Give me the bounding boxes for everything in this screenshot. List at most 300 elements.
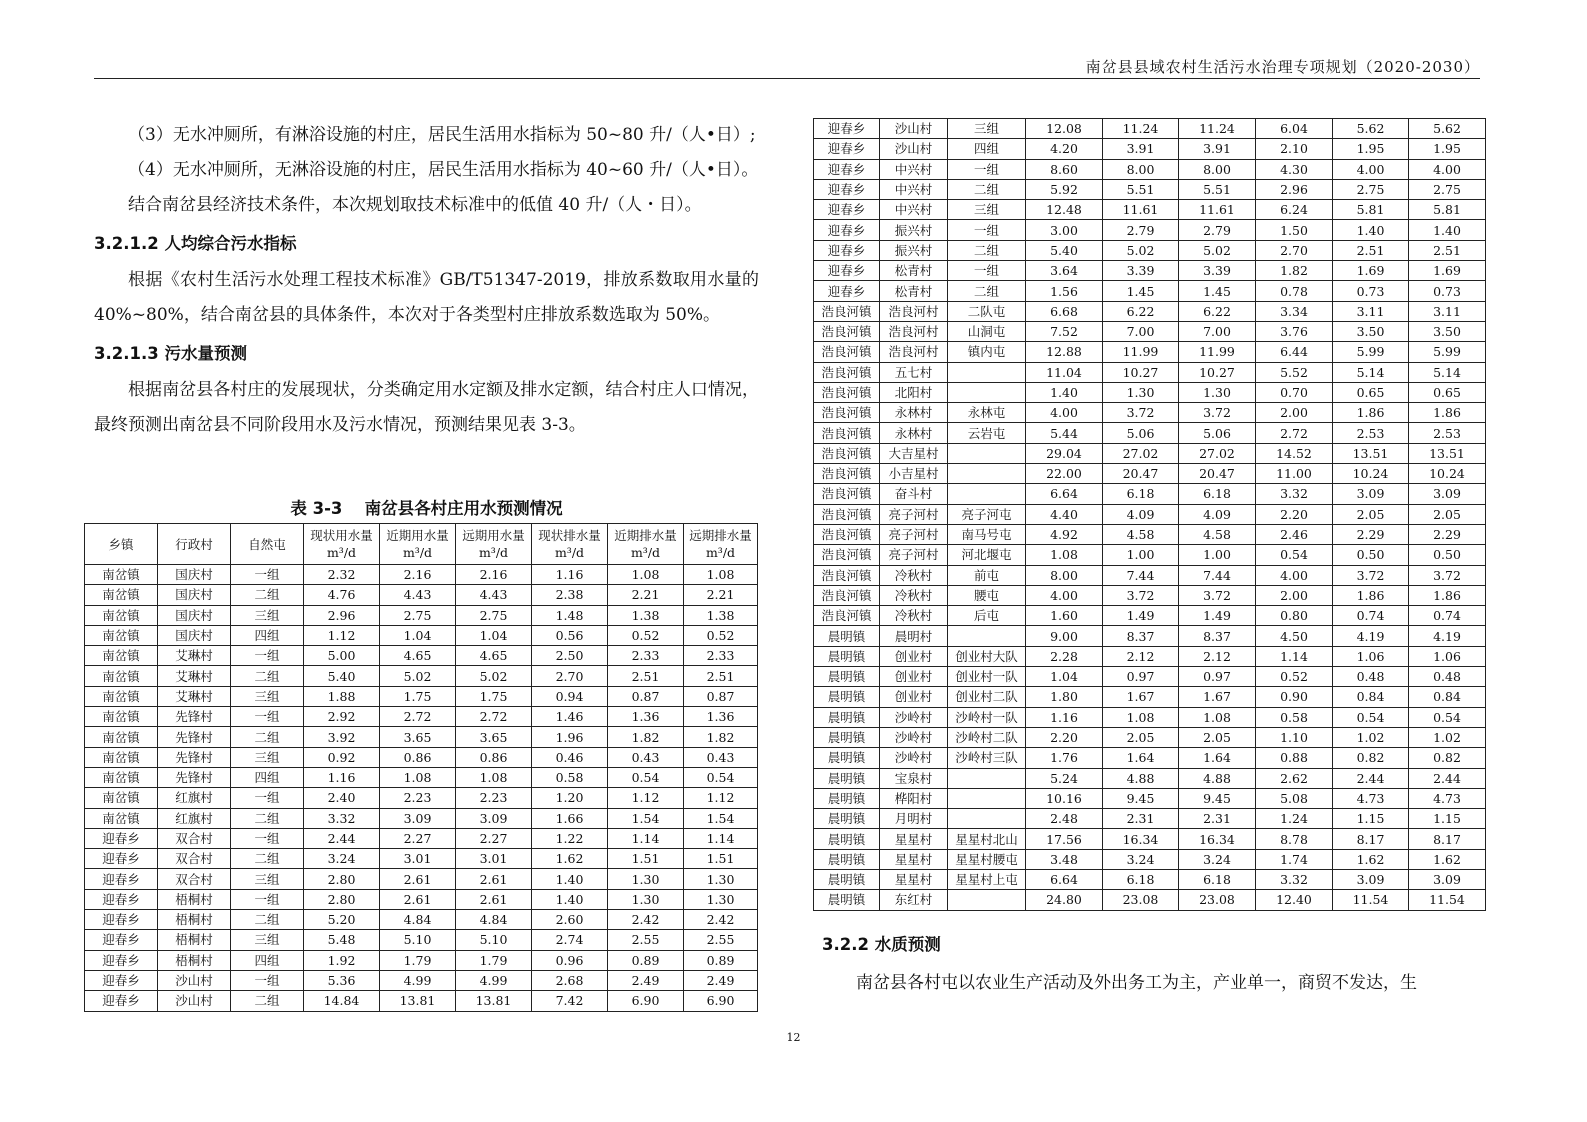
table-cell: 3.24 xyxy=(1103,849,1179,869)
table-cell: 1.04 xyxy=(456,625,532,645)
table-cell: 1.04 xyxy=(1026,667,1103,687)
table-row xyxy=(814,788,1486,808)
column-header-unit: m³/d xyxy=(326,545,357,560)
table-cell: 4.58 xyxy=(1179,524,1256,544)
table-cell: 迎春乡 xyxy=(85,950,158,970)
table-cell: 2.32 xyxy=(304,565,380,585)
table-cell: 冷秋村 xyxy=(880,565,948,585)
table-cell: 浩良河镇 xyxy=(814,524,880,544)
table-cell xyxy=(948,382,1026,402)
table-cell: 浩良河镇 xyxy=(814,565,880,585)
table-row xyxy=(814,200,1486,220)
section-heading-3-2-1-3: 3.2.1.3 污水量预测 xyxy=(94,344,247,363)
table-cell: 2.92 xyxy=(304,707,380,727)
table-cell: 4.99 xyxy=(456,970,532,990)
table-cell: 12.08 xyxy=(1026,119,1103,139)
table-cell: 10.16 xyxy=(1026,788,1103,808)
table-cell: 二组 xyxy=(231,849,304,869)
table-cell: 二组 xyxy=(231,808,304,828)
table-cell: 2.72 xyxy=(380,707,456,727)
table-cell: 0.92 xyxy=(304,747,380,767)
table-cell: 0.65 xyxy=(1333,382,1409,402)
table-cell: 3.72 xyxy=(1103,585,1179,605)
table-cell: 1.08 xyxy=(684,565,758,585)
table-cell: 4.20 xyxy=(1026,139,1103,159)
table-cell: 4.30 xyxy=(1256,159,1333,179)
table-cell: 晨明镇 xyxy=(814,849,880,869)
table-row xyxy=(85,930,758,950)
table-cell: 2.20 xyxy=(1026,727,1103,747)
table-row xyxy=(814,748,1486,768)
table-cell: 迎春乡 xyxy=(814,139,880,159)
table-cell: 梧桐村 xyxy=(158,930,231,950)
table-cell: 1.75 xyxy=(380,686,456,706)
table-cell: 5.06 xyxy=(1103,423,1179,443)
table-cell: 8.00 xyxy=(1026,565,1103,585)
table-cell: 2.29 xyxy=(1409,524,1486,544)
table-cell: 5.20 xyxy=(304,910,380,930)
table-cell: 2.21 xyxy=(608,585,684,605)
table-cell: 2.60 xyxy=(532,910,608,930)
table-cell: 2.96 xyxy=(1256,179,1333,199)
table-cell: 云岩屯 xyxy=(948,423,1026,443)
column-header-label: 行政村 xyxy=(175,536,213,552)
table-cell: 国庆村 xyxy=(158,625,231,645)
table-cell: 2.70 xyxy=(1256,240,1333,260)
table-cell: 2.51 xyxy=(608,666,684,686)
table-cell: 27.02 xyxy=(1103,443,1179,463)
table-cell: 13.81 xyxy=(380,991,456,1011)
table-row xyxy=(814,707,1486,727)
table-cell: 7.42 xyxy=(532,991,608,1011)
column-header-unit: m³/d xyxy=(402,545,433,560)
table-row xyxy=(814,687,1486,707)
table-cell: 2.44 xyxy=(1333,768,1409,788)
table-cell xyxy=(948,443,1026,463)
table-cell: 0.78 xyxy=(1256,281,1333,301)
table-cell: 沙岭村 xyxy=(880,707,948,727)
table-cell: 南岔镇 xyxy=(85,565,158,585)
table-cell: 3.24 xyxy=(304,849,380,869)
table-cell: 12.88 xyxy=(1026,342,1103,362)
table-cell: 一组 xyxy=(948,261,1026,281)
column-header xyxy=(532,524,608,565)
table-cell: 1.30 xyxy=(1179,382,1256,402)
table-cell: 4.00 xyxy=(1256,565,1333,585)
table-row xyxy=(85,605,758,625)
table-cell: 1.36 xyxy=(608,707,684,727)
column-header-label: 远期用水量 xyxy=(462,528,525,543)
table-cell: 2.55 xyxy=(608,930,684,950)
table-cell: 梧桐村 xyxy=(158,950,231,970)
table-cell: 三组 xyxy=(231,747,304,767)
table-cell: 4.50 xyxy=(1256,626,1333,646)
table-cell: 五七村 xyxy=(880,362,948,382)
table-cell: 12.48 xyxy=(1026,200,1103,220)
table-cell: 三组 xyxy=(231,686,304,706)
table-cell: 南岔镇 xyxy=(85,788,158,808)
table-cell: 16.34 xyxy=(1103,829,1179,849)
table-cell: 4.73 xyxy=(1333,788,1409,808)
table-cell: 创业村 xyxy=(880,687,948,707)
table-cell: 2.10 xyxy=(1256,139,1333,159)
table-cell: 沙岭村 xyxy=(880,727,948,747)
table-cell: 晨明镇 xyxy=(814,829,880,849)
table-cell: 24.80 xyxy=(1026,890,1103,910)
table-cell: 晨明镇 xyxy=(814,687,880,707)
table-cell: 2.05 xyxy=(1179,727,1256,747)
table-cell: 浩良河镇 xyxy=(814,362,880,382)
table-row xyxy=(814,667,1486,687)
table-row xyxy=(814,545,1486,565)
table-cell: 5.10 xyxy=(380,930,456,950)
table-row xyxy=(85,849,758,869)
table-cell: 沙山村 xyxy=(880,139,948,159)
table-cell: 1.08 xyxy=(456,767,532,787)
paragraph-water-standard-4: （4）无水冲厕所，无淋浴设施的村庄，居民生活用水指标为 40~60 升/（人•日）。 xyxy=(128,160,759,180)
table-cell: 2.33 xyxy=(684,646,758,666)
table-cell: 晨明村 xyxy=(880,626,948,646)
table-cell: 1.38 xyxy=(684,605,758,625)
table-cell: 9.45 xyxy=(1103,788,1179,808)
table-cell: 2.23 xyxy=(380,788,456,808)
table-row xyxy=(814,423,1486,443)
table-cell: 浩良河镇 xyxy=(814,545,880,565)
table-cell: 1.86 xyxy=(1333,585,1409,605)
paragraph-standard-choice: 结合南岔县经济技术条件，本次规划取技术标准中的低值 40 升/（人・日）。 xyxy=(128,195,702,215)
table-cell: 2.49 xyxy=(608,970,684,990)
table-row xyxy=(85,707,758,727)
table-cell: 4.65 xyxy=(380,646,456,666)
table-cell: 1.40 xyxy=(1409,220,1486,240)
table-cell: 迎春乡 xyxy=(85,849,158,869)
table-cell: 4.43 xyxy=(380,585,456,605)
table-cell: 5.02 xyxy=(380,666,456,686)
table-cell: 3.01 xyxy=(456,849,532,869)
table-cell: 晨明镇 xyxy=(814,667,880,687)
table-cell: 5.24 xyxy=(1026,768,1103,788)
table-cell: 红旗村 xyxy=(158,788,231,808)
table-cell: 1.14 xyxy=(684,828,758,848)
table-row xyxy=(85,565,758,585)
table-cell: 东红村 xyxy=(880,890,948,910)
table-row xyxy=(814,281,1486,301)
table-row xyxy=(85,666,758,686)
table-cell: 14.52 xyxy=(1256,443,1333,463)
table-cell: 先锋村 xyxy=(158,767,231,787)
table-cell: 沙岭村一队 xyxy=(948,707,1026,727)
table-row xyxy=(814,869,1486,889)
header-divider xyxy=(94,78,1480,79)
table-cell: 0.50 xyxy=(1409,545,1486,565)
table-cell: 2.75 xyxy=(456,605,532,625)
table-cell: 迎春乡 xyxy=(85,930,158,950)
table-cell: 1.22 xyxy=(532,828,608,848)
water-forecast-table-part-2 xyxy=(813,118,1486,911)
table-cell xyxy=(948,788,1026,808)
table-cell: 2.80 xyxy=(304,889,380,909)
table-cell: 1.67 xyxy=(1179,687,1256,707)
table-cell: 亮子河村 xyxy=(880,545,948,565)
table-row xyxy=(85,910,758,930)
table-cell: 3.09 xyxy=(1409,484,1486,504)
table-cell: 二组 xyxy=(948,240,1026,260)
table-cell: 红旗村 xyxy=(158,808,231,828)
table-cell: 1.40 xyxy=(1026,382,1103,402)
table-cell: 1.88 xyxy=(304,686,380,706)
table-cell: 2.23 xyxy=(456,788,532,808)
table-cell: 0.43 xyxy=(684,747,758,767)
table-cell: 3.09 xyxy=(1333,484,1409,504)
table-cell: 创业村一队 xyxy=(948,667,1026,687)
table-cell: 11.00 xyxy=(1256,464,1333,484)
table-cell: 2.75 xyxy=(1333,179,1409,199)
table-cell: 3.76 xyxy=(1256,321,1333,341)
table-cell: 2.44 xyxy=(304,828,380,848)
table-row xyxy=(814,727,1486,747)
table-cell: 迎春乡 xyxy=(814,159,880,179)
paragraph-water-standard-3: （3）无水冲厕所，有淋浴设施的村庄，居民生活用水指标为 50~80 升/（人•日）; xyxy=(128,125,756,145)
table-cell: 艾琳村 xyxy=(158,646,231,666)
table-cell: 7.44 xyxy=(1103,565,1179,585)
table-cell: 6.18 xyxy=(1179,869,1256,889)
table-cell: 迎春乡 xyxy=(814,240,880,260)
column-header-label: 现状排水量 xyxy=(538,528,601,543)
table-cell: 国庆村 xyxy=(158,605,231,625)
table-cell: 一组 xyxy=(231,828,304,848)
table-cell: 晨明镇 xyxy=(814,869,880,889)
table-cell: 南岔镇 xyxy=(85,707,158,727)
table-cell: 宝泉村 xyxy=(880,768,948,788)
table-cell: 4.84 xyxy=(380,910,456,930)
table-cell: 4.65 xyxy=(456,646,532,666)
table-cell: 2.16 xyxy=(380,565,456,585)
table-cell: 亮子河村 xyxy=(880,504,948,524)
column-header xyxy=(231,524,304,565)
table-cell: 中兴村 xyxy=(880,159,948,179)
table-cell: 7.44 xyxy=(1179,565,1256,585)
table-cell: 3.91 xyxy=(1103,139,1179,159)
table-cell: 0.86 xyxy=(380,747,456,767)
table-cell: 0.54 xyxy=(684,767,758,787)
column-header-unit: m³/d xyxy=(630,545,661,560)
table-cell: 3.72 xyxy=(1103,403,1179,423)
column-header xyxy=(608,524,684,565)
table-cell: 松青村 xyxy=(880,261,948,281)
table-cell: 星星村上屯 xyxy=(948,869,1026,889)
table-cell: 0.86 xyxy=(456,747,532,767)
table-row xyxy=(814,768,1486,788)
column-header-label: 近期用水量 xyxy=(386,528,449,543)
table-cell: 北阳村 xyxy=(880,382,948,402)
table-row xyxy=(814,220,1486,240)
table-cell: 四组 xyxy=(231,625,304,645)
table-cell: 2.27 xyxy=(380,828,456,848)
table-cell: 浩良河镇 xyxy=(814,321,880,341)
table-cell: 0.48 xyxy=(1333,667,1409,687)
table-cell: 1.08 xyxy=(1026,545,1103,565)
table-cell: 迎春乡 xyxy=(85,991,158,1011)
table-cell: 星星村 xyxy=(880,869,948,889)
table-cell: 1.82 xyxy=(608,727,684,747)
table-cell: 6.64 xyxy=(1026,869,1103,889)
table-cell: 创业村二队 xyxy=(948,687,1026,707)
table-row xyxy=(85,788,758,808)
table-cell: 沙山村 xyxy=(158,991,231,1011)
table-cell: 3.91 xyxy=(1179,139,1256,159)
table-row xyxy=(85,970,758,990)
table-cell: 0.56 xyxy=(532,625,608,645)
table-row xyxy=(814,240,1486,260)
table-cell: 2.16 xyxy=(456,565,532,585)
table-cell: 2.27 xyxy=(456,828,532,848)
table-cell: 5.81 xyxy=(1333,200,1409,220)
table-row xyxy=(814,809,1486,829)
table-cell: 星星村北山 xyxy=(948,829,1026,849)
table-cell: 10.27 xyxy=(1103,362,1179,382)
table-cell: 2.12 xyxy=(1103,646,1179,666)
table-cell: 前屯 xyxy=(948,565,1026,585)
table-cell: 3.09 xyxy=(1409,869,1486,889)
table-cell: 三组 xyxy=(231,605,304,625)
table-cell: 2.80 xyxy=(304,869,380,889)
table-cell: 10.24 xyxy=(1409,464,1486,484)
table-cell: 1.08 xyxy=(1179,707,1256,727)
table-row xyxy=(814,382,1486,402)
table-cell: 1.40 xyxy=(532,889,608,909)
table-cell: 迎春乡 xyxy=(814,261,880,281)
table-cell: 二组 xyxy=(948,281,1026,301)
table-cell: 浩良河镇 xyxy=(814,423,880,443)
table-cell: 迎春乡 xyxy=(85,869,158,889)
table-cell: 2.62 xyxy=(1256,768,1333,788)
table-cell: 3.92 xyxy=(304,727,380,747)
table-row xyxy=(814,261,1486,281)
table-cell: 22.00 xyxy=(1026,464,1103,484)
table-cell: 6.18 xyxy=(1103,484,1179,504)
table-cell: 1.62 xyxy=(1333,849,1409,869)
table-cell: 1.45 xyxy=(1179,281,1256,301)
table-row xyxy=(814,890,1486,910)
table-cell: 7.00 xyxy=(1103,321,1179,341)
table-cell: 一组 xyxy=(948,159,1026,179)
table-cell: 1.80 xyxy=(1026,687,1103,707)
table-cell: 6.44 xyxy=(1256,342,1333,362)
table-cell: 2.28 xyxy=(1026,646,1103,666)
table-cell: 5.44 xyxy=(1026,423,1103,443)
table-cell: 1.75 xyxy=(456,686,532,706)
table-cell: 3.72 xyxy=(1409,565,1486,585)
table-cell: 冷秋村 xyxy=(880,606,948,626)
table-cell: 1.76 xyxy=(1026,748,1103,768)
table-cell: 三组 xyxy=(948,119,1026,139)
table-cell: 0.48 xyxy=(1409,667,1486,687)
table-caption: 表 3-3 南岔县各村庄用水预测情况 xyxy=(290,499,563,518)
table-cell: 晨明镇 xyxy=(814,890,880,910)
table-cell: 0.74 xyxy=(1409,606,1486,626)
table-row xyxy=(814,139,1486,159)
table-cell: 2.44 xyxy=(1409,768,1486,788)
table-cell: 1.51 xyxy=(608,849,684,869)
table-cell: 7.52 xyxy=(1026,321,1103,341)
table-cell: 国庆村 xyxy=(158,565,231,585)
table-cell: 6.22 xyxy=(1103,301,1179,321)
table-cell: 2.72 xyxy=(456,707,532,727)
table-cell: 南岔镇 xyxy=(85,646,158,666)
table-cell: 0.87 xyxy=(608,686,684,706)
table-cell: 4.19 xyxy=(1333,626,1409,646)
column-header-label: 自然屯 xyxy=(248,536,286,552)
column-header xyxy=(158,524,231,565)
table-cell: 4.73 xyxy=(1409,788,1486,808)
table-cell: 6.18 xyxy=(1179,484,1256,504)
table-cell: 二组 xyxy=(231,991,304,1011)
table-cell: 6.22 xyxy=(1179,301,1256,321)
table-cell: 4.43 xyxy=(456,585,532,605)
table-cell: 2.48 xyxy=(1026,809,1103,829)
table-cell: 1.74 xyxy=(1256,849,1333,869)
column-header xyxy=(380,524,456,565)
table-cell: 6.18 xyxy=(1103,869,1179,889)
table-cell: 二组 xyxy=(231,910,304,930)
table-cell: 4.99 xyxy=(380,970,456,990)
table-cell: 2.00 xyxy=(1256,403,1333,423)
table-row xyxy=(814,585,1486,605)
table-cell: 先锋村 xyxy=(158,727,231,747)
table-cell: 1.95 xyxy=(1409,139,1486,159)
table-cell: 8.00 xyxy=(1103,159,1179,179)
table-cell: 5.52 xyxy=(1256,362,1333,382)
table-row xyxy=(85,991,758,1011)
table-cell: 1.24 xyxy=(1256,809,1333,829)
table-cell: 晨明镇 xyxy=(814,768,880,788)
table-cell: 6.90 xyxy=(608,991,684,1011)
table-cell: 6.64 xyxy=(1026,484,1103,504)
table-cell: 1.62 xyxy=(1409,849,1486,869)
table-cell: 13.51 xyxy=(1333,443,1409,463)
table-cell: 3.09 xyxy=(380,808,456,828)
table-cell: 1.50 xyxy=(1256,220,1333,240)
table-row xyxy=(85,747,758,767)
table-cell: 6.24 xyxy=(1256,200,1333,220)
table-cell: 1.10 xyxy=(1256,727,1333,747)
table-cell: 5.14 xyxy=(1333,362,1409,382)
table-cell: 3.64 xyxy=(1026,261,1103,281)
table-cell: 5.62 xyxy=(1409,119,1486,139)
table-cell: 1.30 xyxy=(608,889,684,909)
table-cell: 0.58 xyxy=(532,767,608,787)
table-cell: 17.56 xyxy=(1026,829,1103,849)
table-cell: 5.51 xyxy=(1179,179,1256,199)
column-header-unit: m³/d xyxy=(554,545,585,560)
table-cell: 1.16 xyxy=(1026,707,1103,727)
table-cell: 27.02 xyxy=(1179,443,1256,463)
table-cell: 2.51 xyxy=(1333,240,1409,260)
table-row xyxy=(85,727,758,747)
table-cell: 1.40 xyxy=(1333,220,1409,240)
table-cell: 沙岭村 xyxy=(880,748,948,768)
table-cell: 1.30 xyxy=(684,869,758,889)
table-cell: 2.53 xyxy=(1333,423,1409,443)
table-cell: 0.52 xyxy=(684,625,758,645)
table-cell: 2.05 xyxy=(1409,504,1486,524)
table-cell: 二组 xyxy=(231,585,304,605)
table-cell: 中兴村 xyxy=(880,179,948,199)
table-row xyxy=(814,443,1486,463)
table-cell: 0.50 xyxy=(1333,545,1409,565)
table-row xyxy=(814,504,1486,524)
table-cell: 2.72 xyxy=(1256,423,1333,443)
